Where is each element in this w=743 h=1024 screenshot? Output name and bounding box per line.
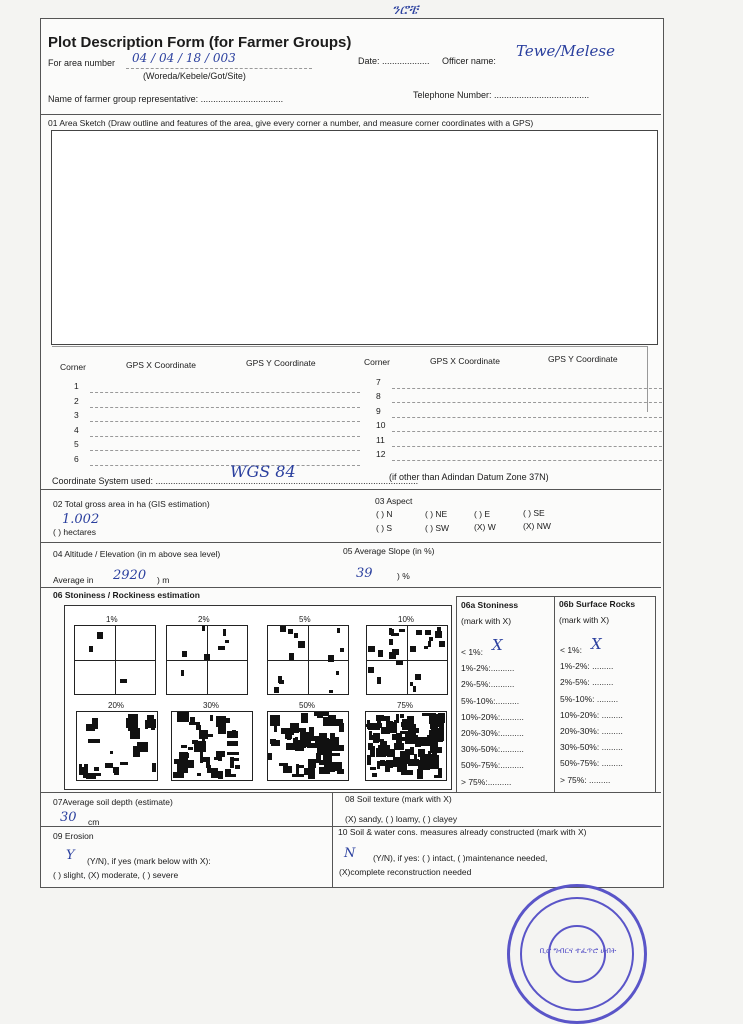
stoniness-percent-label-7: 75% [397,701,414,710]
telephone-label: Telephone Number: ...................................... [413,90,590,100]
aspect-s[interactable]: ( ) S [376,523,393,533]
stoniness-panel-6 [267,711,349,781]
swc-label: 10 Soil & water cons. measures already constructed (mark with X) [338,827,587,837]
left-corner-5: 6 [74,454,79,464]
coordinate-system-label: Coordinate System used: ......................................................................................................... [52,476,419,486]
rocks-option-7[interactable]: 50%-75%: ......... [560,758,623,769]
altitude-label: 04 Altitude / Elevation (in m above sea level) [53,549,221,559]
rocks-option-0[interactable]: < 1%: [560,645,582,655]
altitude-prefix: Average in [53,575,94,585]
top-scribble: ንሮቼ [392,2,419,18]
aspect-e[interactable]: ( ) E [474,509,491,519]
swc-line2[interactable]: (X)complete reconstruction needed [339,867,472,877]
aspect-sw[interactable]: ( ) SW [425,523,450,533]
col-gps-x-left: GPS X Coordinate [126,360,196,370]
gross-area-value[interactable]: 1.002 [62,512,100,527]
stoniness-06a-sub: (mark with X) [461,616,512,626]
right-corner-5: 12 [376,449,386,459]
area-number-sub: (Woreda/Kebele/Got/Site) [143,71,246,81]
col-gps-y-right: GPS Y Coordinate [548,354,618,364]
erosion-line1: (Y/N), if yes (mark below with X): [87,856,211,866]
stoniness-option-2[interactable]: 2%-5%:.......... [461,679,515,690]
soil-texture-options[interactable]: (X) sandy, ( ) loamy, ( ) clayey [345,814,458,824]
right-corner-4: 11 [376,434,385,445]
officer-label: Officer name: [442,56,496,66]
stoniness-percent-label-2: 5% [299,615,311,624]
rocks-option-8[interactable]: > 75%: ......... [560,774,611,785]
representative-label: Name of farmer group representative: ................................. [48,94,284,104]
stoniness-option-4[interactable]: 10%-20%:.......... [461,711,524,722]
stoniness-percent-label-0: 1% [106,615,118,624]
stoniness-panel-3 [366,625,448,695]
form-title: Plot Description Form (for Farmer Groups) [48,34,352,51]
stoniness-percent-label-1: 2% [198,615,210,624]
erosion-line2[interactable]: ( ) slight, (X) moderate, ( ) severe [53,870,179,880]
erosion-label: 09 Erosion [53,831,94,841]
right-corner-3: 10 [376,420,386,431]
col-corner-left: Corner [60,362,86,372]
soil-depth-value[interactable]: 30 [60,810,77,825]
stoniness-option-6[interactable]: 30%-50%:.......... [461,744,524,755]
soil-depth-label: 07Average soil depth (estimate) [53,797,173,807]
officer-name-value[interactable]: Tewe/Melese [516,42,615,60]
aspect-w[interactable]: (X) W [474,522,496,532]
aspect-ne[interactable]: ( ) NE [425,509,448,519]
stoniness-mark[interactable]: X [492,636,503,654]
swc-value[interactable]: N [344,846,356,861]
rocks-option-2[interactable]: 2%-5%: ......... [560,677,614,688]
stoniness-06a-title: 06a Stoniness [461,600,519,610]
stoniness-panel-4 [76,711,158,781]
rocks-06b-sub: (mark with X) [559,615,610,625]
col-gps-y-left: GPS Y Coordinate [246,358,316,368]
col-corner-right: Corner [364,357,390,367]
stoniness-option-3[interactable]: 5%-10%:.......... [461,695,520,706]
aspect-label: 03 Aspect [375,496,413,506]
right-corner-0: 7 [376,377,381,387]
altitude-unit: ) m [157,575,170,585]
rocks-option-5[interactable]: 20%-30%: ......... [560,726,623,736]
stoniness-option-5[interactable]: 20%-30%:.......... [461,728,524,738]
rocks-mark[interactable]: X [591,635,602,653]
stoniness-percent-label-3: 10% [398,615,415,624]
stoniness-panel-5 [171,711,253,781]
rocks-option-1[interactable]: 1%-2%: ......... [560,661,614,672]
rocks-06b-title: 06b Surface Rocks [559,599,636,609]
area-number-value[interactable]: 04 / 04 / 18 / 003 [132,51,236,65]
stoniness-panel-7 [365,711,447,781]
soil-depth-unit: cm [88,817,100,827]
rocks-option-3[interactable]: 5%-10%: ......... [560,693,619,704]
rocks-option-4[interactable]: 10%-20%: ......... [560,709,623,720]
stoniness-option-8[interactable]: > 75%:.......... [461,776,512,787]
stoniness-panel-0 [74,625,156,695]
erosion-value[interactable]: Y [66,848,75,863]
left-corner-0: 1 [74,381,79,391]
swc-line1: (Y/N), if yes: ( ) intact, ( )maintenance needed, [373,853,548,863]
slope-value[interactable]: 39 [356,566,373,581]
stoniness-panel-2 [267,625,349,695]
left-corner-4: 5 [74,439,79,450]
aspect-n[interactable]: ( ) N [376,509,393,519]
aspect-se[interactable]: ( ) SE [523,508,545,518]
stoniness-percent-label-4: 20% [108,701,125,710]
coordinate-system-value[interactable]: WGS 84 [230,462,296,481]
area-sketch-label: 01 Area Sketch (Draw outline and features of the area, give every corner a number, and measure corner coordinates with a GPS) [48,118,534,128]
right-corner-1: 8 [376,391,381,402]
gross-area-label: 02 Total gross area in ha (GIS estimation) [53,499,210,509]
area-number-label: For area number [48,58,116,68]
stoniness-option-7[interactable]: 50%-75%:.......... [461,760,524,771]
slope-unit: ) % [397,571,410,581]
left-corner-3: 4 [74,424,79,435]
rocks-option-6[interactable]: 30%-50%: ......... [560,742,623,753]
col-gps-x-right: GPS X Coordinate [430,356,500,366]
stoniness-label: 06 Stoniness / Rockiness estimation [53,590,200,600]
right-corner-2: 9 [376,405,381,416]
stoniness-option-1[interactable]: 1%-2%:.......... [461,663,515,674]
stoniness-percent-label-5: 30% [203,701,220,710]
soil-texture-label: 08 Soil texture (mark with X) [345,794,452,804]
left-corner-1: 2 [74,395,79,406]
aspect-nw[interactable]: (X) NW [523,521,551,531]
coordinate-system-note: (if other than Adindan Datum Zone 37N) [389,472,549,482]
stamp-text: ቢሮ ግብርና ተፈጥሮ ሀብት [539,946,617,955]
gross-area-unit: ( ) hectares [53,527,96,537]
slope-label: 05 Average Slope (in %) [343,546,435,556]
stoniness-panel-1 [166,625,248,695]
sketch-area[interactable] [51,130,658,345]
left-corner-2: 3 [74,410,79,421]
stoniness-percent-label-6: 50% [299,701,316,710]
altitude-value[interactable]: 2920 [113,568,147,583]
date-label: Date: ................... [358,56,430,66]
stoniness-option-0[interactable]: < 1%: [461,647,483,657]
